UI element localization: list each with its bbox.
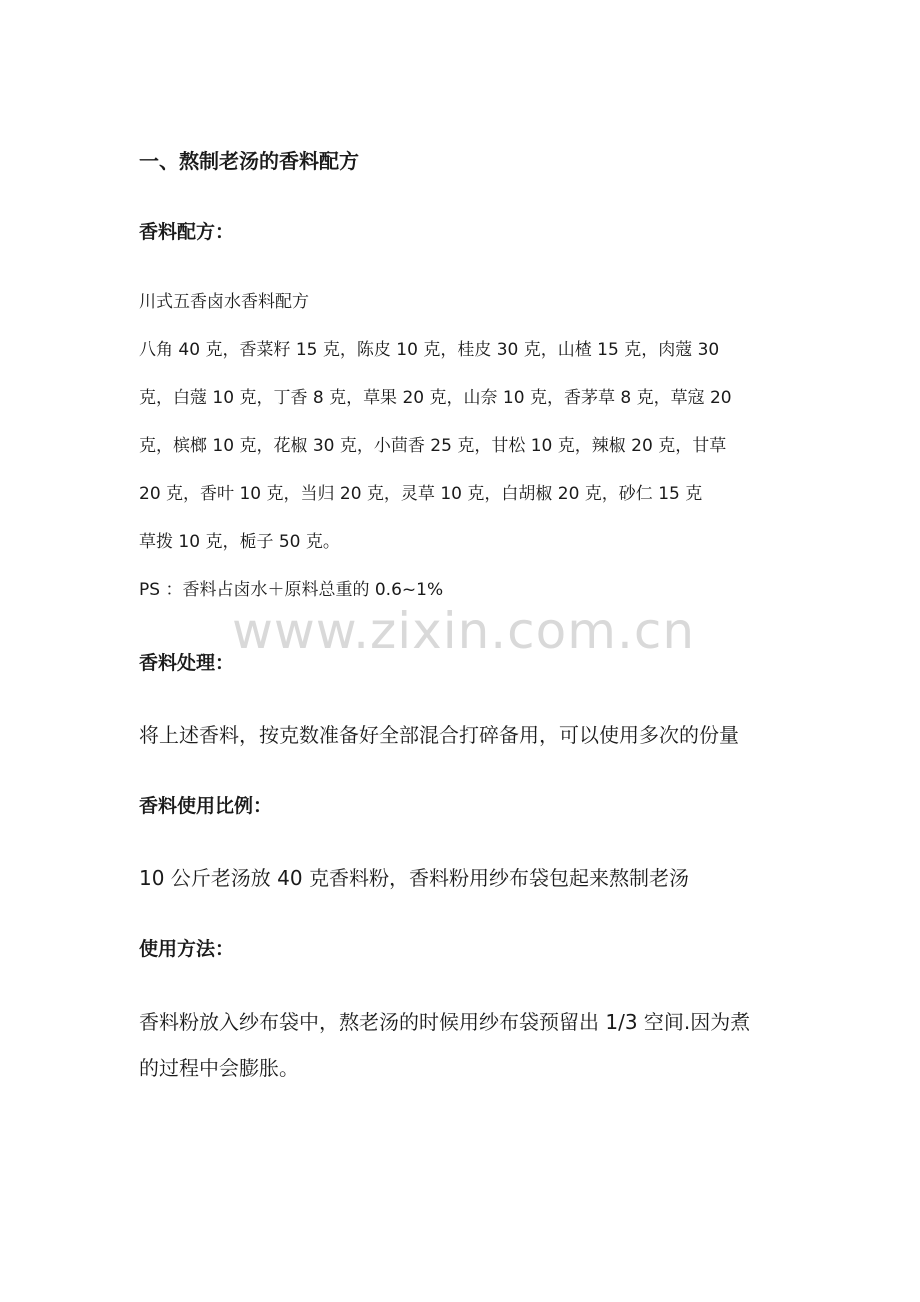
recipe-line: 克，白蔻 10 克，丁香 8 克，草果 20 克，山奈 10 克，香茅草 8 克，草寇 20 — [139, 388, 732, 408]
watermark: www.zixin.com.cn — [232, 602, 696, 660]
ps-note: PS ：香料占卤水＋原料总重的 0.6~1% — [139, 580, 444, 600]
usage-line: 的过程中会膨胀。 — [139, 1056, 299, 1080]
ratio-heading: 香料使用比例： — [139, 795, 273, 817]
section-title: 一、熬制老汤的香料配方 — [139, 149, 359, 173]
usage-heading: 使用方法： — [139, 938, 235, 960]
processing-heading: 香料处理： — [139, 652, 235, 674]
recipe-line: 20 克，香叶 10 克，当归 20 克，灵草 10 克，白胡椒 20 克，砂仁 15 克 — [139, 484, 703, 504]
recipe-line: 八角 40 克，香菜籽 15 克，陈皮 10 克，桂皮 30 克，山楂 15 克，肉蔻 30 — [139, 340, 720, 360]
recipe-name: 川式五香卤水香料配方 — [139, 292, 309, 312]
recipe-heading: 香料配方： — [139, 221, 235, 243]
recipe-line: 草拨 10 克，栀子 50 克。 — [139, 532, 340, 552]
ratio-text: 10 公斤老汤放 40 克香料粉，香料粉用纱布袋包起来熬制老汤 — [139, 866, 689, 890]
recipe-line: 克，槟榔 10 克，花椒 30 克，小茴香 25 克，甘松 10 克，辣椒 20 克，甘草 — [139, 436, 727, 456]
processing-text: 将上述香料，按克数准备好全部混合打碎备用，可以使用多次的份量 — [139, 723, 739, 747]
usage-line: 香料粉放入纱布袋中，熬老汤的时候用纱布袋预留出 1/3 空间.因为煮 — [139, 1010, 751, 1034]
